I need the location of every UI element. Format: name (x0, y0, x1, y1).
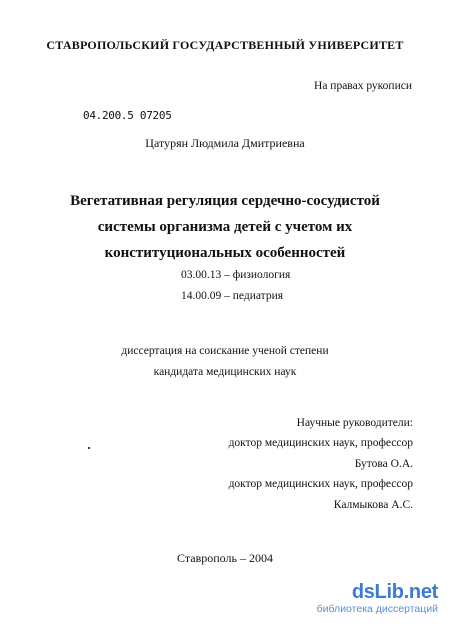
registration-code: 04.200.5 07205 (83, 109, 172, 122)
title-line: системы организма детей с учетом их (97, 219, 353, 235)
university-name: СТАВРОПОЛЬСКИЙ ГОСУДАРСТВЕННЫЙ УНИВЕРСИТЕТ (46, 38, 404, 52)
watermark-subtitle: библиотека диссертаций (316, 603, 438, 615)
supervisor-name: Бутова О.А. (354, 458, 413, 470)
author-name: Цатурян Людмила Дмитриевна (145, 136, 305, 150)
supervisors-heading: Научные руководители: (296, 417, 413, 429)
scan-speck (88, 447, 90, 449)
supervisor-rank: доктор медицинских наук, профессор (228, 478, 413, 490)
manuscript-rights-note: На правах рукописи (314, 80, 412, 92)
city-year: Ставрополь – 2004 (177, 551, 273, 565)
dslib-watermark[interactable] (317, 581, 438, 616)
degree-line: диссертация на соискание ученой степени (121, 345, 329, 357)
specialty-pediatrics: 14.00.09 – педиатрия (181, 290, 284, 302)
specialty-physiology: 03.00.13 – физиология (181, 269, 291, 281)
supervisor-rank: доктор медицинских наук, профессор (228, 437, 413, 449)
title-line: конституциональных особенностей (104, 245, 346, 261)
watermark-logo: dsLib.net (351, 581, 438, 603)
title-line: Вегетативная регуляция сердечно-сосудистой (70, 193, 380, 209)
dissertation-title (0, 188, 450, 266)
supervisor-name: Калмыкова А.С. (333, 499, 413, 511)
degree-line: кандидата медицинских наук (153, 366, 297, 378)
